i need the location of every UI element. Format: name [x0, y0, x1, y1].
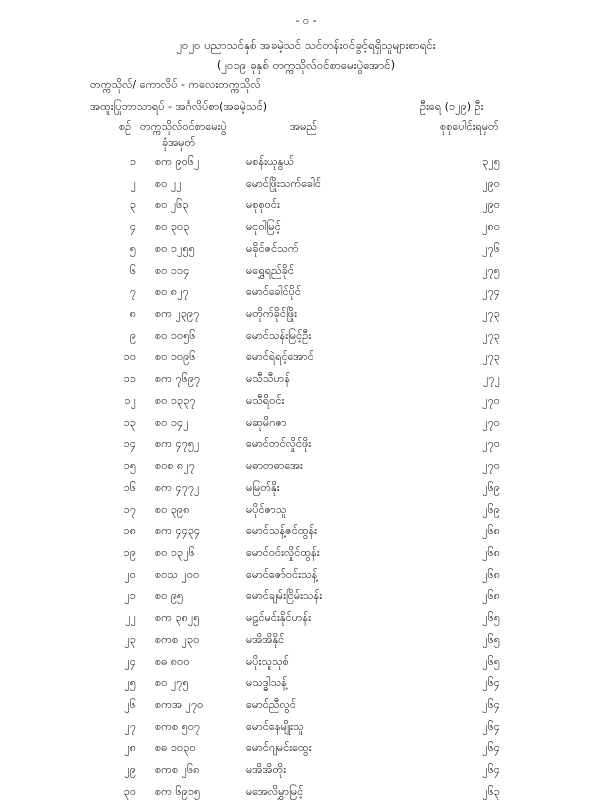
total-score: ၂၉၀ [482, 176, 500, 190]
subject-line: အထူးပြုဘာသာရပ် - အင်္ဂလိပ်စာ(အခမဲ့သင်) [90, 100, 268, 113]
student-name: မပိုးသူသုစ် [246, 654, 289, 668]
total-score: ၂၇၃ [482, 307, 500, 321]
header-score: စုစုပေါင်းရမှတ် [440, 120, 499, 133]
total-score: ၂၆၅ [482, 654, 500, 668]
header-roll: တက္ကသိုလ်ဝင်စာမေးပွဲ [140, 120, 227, 133]
row-number: ၉ [129, 328, 136, 342]
table-row [0, 782, 612, 804]
row-number: ၂ [130, 176, 136, 190]
table-row [0, 543, 612, 565]
student-name: မောင်တင်လှိုင်ဖိုး [246, 437, 312, 451]
header-name: အမည် [290, 120, 318, 133]
table-row [0, 239, 612, 261]
row-number: ၂၅ [124, 676, 136, 690]
roll-number: စက ၉၀၆၂ [155, 155, 200, 168]
roll-number: စကစ ၅၀၇ [155, 719, 201, 733]
table-row [0, 413, 612, 435]
roll-number: စဝစ ၈၂၇ [155, 459, 195, 473]
student-name: မစုစုဝင်း [246, 198, 280, 212]
table-row [0, 717, 612, 739]
total-score: ၂၇၀ [482, 415, 500, 429]
row-number: ၅ [129, 241, 136, 255]
student-name: မအိအိတိုး [246, 763, 286, 777]
row-number: ၂၆ [124, 697, 136, 711]
row-number: ၁၁ [123, 372, 136, 386]
total-score: ၂၆၉ [482, 480, 500, 494]
table-row [0, 695, 612, 717]
row-number: ၄ [129, 220, 136, 234]
row-number: ၂၂ [125, 611, 136, 625]
total-score: ၂၆၄ [482, 676, 500, 690]
student-name: မောင်သန်းမြင့်ဦး [246, 328, 312, 342]
roll-number: စကအ ၂၇၀ [155, 697, 204, 711]
student-name: မအိအိနိုင် [246, 632, 285, 646]
row-number: ၁၆ [123, 480, 136, 494]
roll-number: စက ၆၉၁၅ [155, 784, 201, 798]
row-number: ၈ [129, 307, 136, 321]
roll-number: စဝ ၃၉၈ [155, 502, 190, 516]
roll-number: စဓ ၈၀၀ [155, 654, 190, 668]
table-row [0, 738, 612, 760]
roll-number: စက ၂၃၉၇ [155, 307, 200, 321]
student-name: မောင်ဂျမင်းထွေး [246, 741, 312, 755]
roll-number: စဓ ၁၀၃၀ [155, 741, 196, 755]
roll-number: စဝ ၁၂၅၅ [155, 241, 195, 255]
table-row [0, 261, 612, 283]
table-row [0, 630, 612, 652]
university-line: တက္ကသိုလ်/ ကောလိပ် - ကလေးတက္ကသိုလ် [90, 78, 261, 91]
table-row [0, 608, 612, 630]
table-row [0, 673, 612, 695]
table-row [0, 174, 612, 196]
roll-number: စဝသ ၂၀၀ [155, 567, 200, 581]
table-row [0, 195, 612, 217]
total-score: ၂၆၄ [482, 719, 500, 733]
roll-number: စကစ ၂၆၈ [155, 763, 200, 777]
student-name: မငုဝါမြင့် [246, 220, 281, 234]
roll-number: စဝ ၃၀၃ [155, 220, 190, 234]
roll-number: စဝ ၁၀၅၆ [155, 328, 196, 342]
student-name: မမြတ်နိုး [246, 480, 280, 494]
row-number: ၁၀ [123, 350, 136, 364]
row-number: ၃၀ [123, 784, 136, 798]
row-number: ၂၈ [124, 741, 136, 755]
row-number: ၂၁ [124, 589, 136, 603]
total-score: ၂၇၂ [483, 372, 500, 386]
total-score: ၂၆၉ [482, 502, 500, 516]
table-row [0, 456, 612, 478]
table-row [0, 152, 612, 174]
row-number: ၁၇ [123, 502, 136, 516]
row-number: ၂၀ [124, 567, 136, 581]
row-number: ၇ [129, 285, 136, 299]
table-row [0, 500, 612, 522]
roll-number: စက ၇၆၉၇ [155, 372, 201, 386]
table-row [0, 282, 612, 304]
student-name: မောင်ဖြိုးသက်ခေါင် [246, 176, 321, 190]
student-name: မသီရိဝင်း [246, 393, 285, 407]
student-name: မခိုင်ဇင်သက် [246, 241, 299, 255]
roll-number: စက ၃၈၂၅ [155, 611, 200, 625]
table-row [0, 586, 612, 608]
roll-number: စဝ ၁၁၄ [155, 263, 190, 277]
total-score: ၂၇၄ [482, 285, 500, 299]
table-row [0, 760, 612, 782]
row-number: ၂၃ [124, 632, 136, 646]
student-name: မောင်သန့်ဇင်ထွန်း [246, 524, 317, 538]
row-number: ၁၄ [123, 437, 136, 451]
row-number: ၁၉ [123, 545, 136, 559]
roll-number: စက ၄၄၃၄ [155, 524, 201, 538]
roll-number: စက ၄၇၇၂ [155, 480, 200, 494]
table-row [0, 434, 612, 456]
roll-number: စဝ ၂၂ [155, 176, 182, 190]
total-score: ၂၆၈ [482, 545, 500, 559]
roll-number: စဝ ၁၃၃၇ [155, 393, 196, 407]
student-name: မဓာတဓာအေး [246, 459, 303, 473]
document-title: ၂၀၂၀ ပညာသင်နှစ် အခမဲ့သင် သင်တန်းဝင်ခွင့်ရရှိသူများစာရင်း [176, 38, 436, 52]
student-name: မသီသီဟန် [246, 372, 291, 386]
student-name: မောင်ရဲရင့်အောင် [246, 350, 314, 364]
table-row [0, 217, 612, 239]
roll-number: စဝ ၁၀၉၆ [155, 350, 196, 364]
roll-number: စဝ ၁၃၂၆ [155, 545, 195, 559]
student-name: မအေလိမွှာမြင့် [246, 784, 304, 798]
student-name: မောင်ဇော်ဝင်းသန့် [246, 567, 318, 581]
table-row [0, 652, 612, 674]
total-score: ၂၆၄ [482, 763, 500, 777]
total-score: ၂၆၃ [482, 784, 500, 798]
row-number: ၃ [129, 198, 136, 212]
student-name: မောင်ခေါင်ပိုင် [246, 285, 301, 299]
row-number: ၁၈ [123, 524, 136, 538]
row-number: ၁၃ [123, 415, 136, 429]
total-score: ၂၇၀ [482, 437, 500, 451]
total-score: ၂၆၅ [482, 632, 500, 646]
table-row [0, 391, 612, 413]
table-row [0, 478, 612, 500]
student-name: မသဒ္ဓါသန့် [246, 676, 287, 690]
table-row [0, 521, 612, 543]
total-score: ၂၇၅ [482, 263, 500, 277]
total-score: ၂၇၃ [482, 350, 500, 364]
quota-line: ဦးရေ (၁၂၉) ဦး [420, 100, 484, 113]
roll-number: စက ၄၇၅၂ [155, 437, 200, 451]
student-name: မရွှေရည်ခိုင် [246, 263, 295, 277]
table-row [0, 369, 612, 391]
row-number: ၁ [129, 155, 136, 168]
student-name: မတိုက်ခိုင်ဖြိုး [246, 307, 297, 321]
total-score: ၂၇၀ [482, 393, 500, 407]
roll-number: စကစ ၂၃၀ [155, 632, 200, 646]
total-score: ၂၆၄ [482, 697, 500, 711]
roll-number: စဝ ၁၄၂ [155, 415, 189, 429]
page-number: - ၀ - [295, 14, 317, 27]
row-number: ၁၅ [123, 459, 136, 473]
total-score: ၂၉၀ [482, 198, 500, 212]
student-name: မပိုင်ဇာသူ [246, 502, 287, 516]
total-score: ၂၆၈ [482, 589, 500, 603]
table-row [0, 326, 612, 348]
total-score: ၂၆၈ [482, 524, 500, 538]
table-row [0, 304, 612, 326]
total-score: ၂၆၄ [482, 741, 500, 755]
document-subtitle: (၂၀၁၉ ခုနှစ် တက္ကသိုလ်ဝင်စာမေးပွဲအောင်) [216, 58, 396, 72]
total-score: ၂၇၃ [482, 328, 500, 342]
roll-number: စဝ ၂၇၅ [155, 676, 189, 690]
student-name: မောင်ချမ်းငြိမ်းသန်း [246, 589, 323, 603]
results-table [0, 152, 612, 804]
student-name: မောင်နေမျိုးသူ [246, 719, 304, 733]
table-row [0, 565, 612, 587]
roll-number: စဝ ၂၆၃ [155, 198, 189, 212]
table-row [0, 347, 612, 369]
roll-number: စဝ ၈၂၇ [155, 285, 189, 299]
roll-number: စဝ ၉၅ [155, 589, 184, 603]
header-roll-sub: ခုံအမှတ် [162, 136, 196, 149]
row-number: ၂၉ [124, 763, 136, 777]
student-name: မဆုမိဂဇာ [246, 415, 287, 429]
total-score: ၂၆၅ [482, 611, 500, 625]
total-score: ၃၂၅ [482, 155, 500, 168]
row-number: ၂၄ [124, 654, 136, 668]
row-number: ၁၂ [124, 393, 136, 407]
total-score: ၂၈၀ [482, 220, 500, 234]
row-number: ၆ [129, 263, 136, 277]
student-name: မစန်းယုနွယ် [246, 155, 294, 168]
total-score: ၂၇၀ [482, 459, 500, 473]
student-name: မောင်ညီလွင် [246, 697, 296, 711]
student-name: မောင်ဝင်းလှိုင်ထွန်း [246, 545, 320, 559]
total-score: ၂၆၈ [482, 567, 500, 581]
header-no: စဉ် [119, 120, 132, 133]
row-number: ၂၇ [124, 719, 136, 733]
student-name: မဠင်မင်းနိုင်ဟန်း [246, 611, 311, 625]
total-score: ၂၇၆ [482, 241, 500, 255]
